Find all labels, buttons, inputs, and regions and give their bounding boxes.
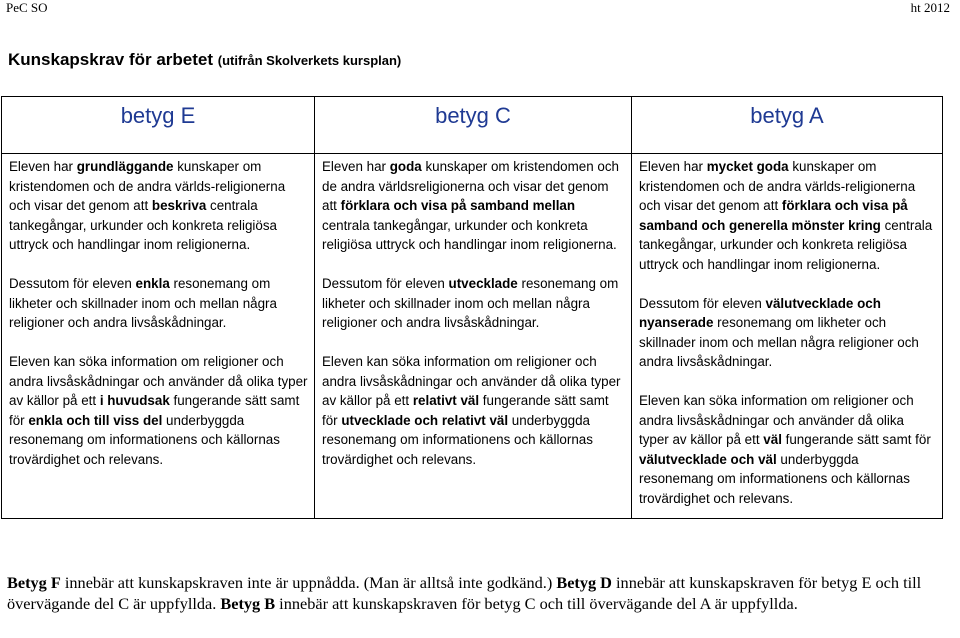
bold-text: Betyg B xyxy=(220,594,276,613)
bold-text: beskriva xyxy=(151,198,207,213)
criteria-paragraph xyxy=(9,352,308,469)
text-run: resonemang om likheter och skillnader inom och mellan några religioner och andra livsåskådningar. xyxy=(322,276,619,330)
grade-c-heading: betyg C xyxy=(435,103,511,128)
text-run: Eleven kan söka information om religioner och andra livsåskådningar och använder då olika typer av källor på ett xyxy=(9,354,308,408)
text-run: fungerande sätt samt för xyxy=(322,393,609,428)
text-run: fungerande sätt samt för xyxy=(781,432,931,447)
text-run: centrala tankegångar, urkunder och konkreta religiösa uttryck och handlingar inom religionerna. xyxy=(639,217,933,272)
bold-text: mycket goda xyxy=(706,159,789,174)
grade-a-cell xyxy=(632,97,943,154)
bold-text: i huvudsak xyxy=(99,393,170,408)
bold-text: utvecklade och relativt väl xyxy=(341,412,509,428)
header-left-text: PeC SO xyxy=(6,0,48,15)
criteria-a-text xyxy=(632,154,942,518)
bold-text: Betyg D xyxy=(556,573,612,592)
text-run: kunskaper om kristendomen och de andra världs-religionerna och visar det genom att xyxy=(639,159,916,213)
page-header xyxy=(0,0,960,14)
grade-c-cell xyxy=(315,97,632,154)
criteria-paragraph xyxy=(639,294,936,372)
criteria-c-text xyxy=(315,154,631,479)
criteria-paragraph xyxy=(322,352,625,469)
text-run: Eleven har xyxy=(9,159,77,174)
text-run: innebär att kunskapskraven för betyg C och till övervägande del A är uppfyllda. xyxy=(275,594,798,613)
text-run: resonemang om likheter och skillnader inom och mellan några religioner och andra livsåskådningar. xyxy=(639,315,919,369)
grade-header-row xyxy=(2,97,943,154)
criteria-paragraph xyxy=(322,274,625,333)
text-run: resonemang om likheter och skillnader inom och mellan några religioner och andra livsåskådningar. xyxy=(9,276,277,330)
text-run: Eleven kan söka information om religioner och andra livsåskådningar och använder då olika typer av källor på ett xyxy=(639,393,914,447)
header-right-text: ht 2012 xyxy=(910,0,950,15)
text-run: underbyggda resonemang om informationens och källornas trovärdighet och relevans. xyxy=(9,412,280,467)
bold-text: väl xyxy=(763,432,782,447)
grading-table xyxy=(1,96,943,519)
text-run: kunskaper om kristendomen och de andra världsreligionerna och visar det genom att xyxy=(322,159,619,213)
text-run: innebär att kunskapskraven inte är uppnådda. (Man är alltså inte godkänd.) xyxy=(60,573,557,592)
bold-text: enkla xyxy=(135,276,170,291)
page-title xyxy=(8,50,401,70)
bold-text: relativt väl xyxy=(412,393,480,408)
criteria-paragraph xyxy=(9,274,308,333)
criteria-paragraph xyxy=(322,157,625,255)
bold-text: förklara och visa på samband och generella mönster kring xyxy=(639,198,908,233)
criteria-row xyxy=(2,154,943,519)
text-run: centrala tankegångar, urkunder och konkreta religiösa uttryck och handlingar inom religionerna. xyxy=(322,217,617,252)
text-run: Dessutom för eleven xyxy=(322,276,449,291)
bold-text: enkla och till viss del xyxy=(28,412,163,428)
footer-note xyxy=(7,572,957,614)
text-run: innebär att kunskapskraven för betyg E och till övervägande del C är uppfyllda. xyxy=(7,573,922,613)
bold-text: välutvecklade och nyanserade xyxy=(639,295,881,330)
bold-text: Betyg F xyxy=(7,573,61,592)
text-run: Eleven kan söka information om religioner och andra livsåskådningar och använder då olika typer av källor på ett xyxy=(322,354,621,408)
bold-text: förklara och visa på samband mellan xyxy=(340,198,576,213)
title-subtitle: (utifrån Skolverkets kursplan) xyxy=(217,53,402,68)
text-run: Dessutom för eleven xyxy=(9,276,136,291)
bold-text: välutvecklade och väl xyxy=(639,451,777,467)
text-run: underbyggda resonemang om informationens och källornas trovärdighet och relevans. xyxy=(322,412,593,467)
bold-text: goda xyxy=(389,159,422,174)
grade-e-heading: betyg E xyxy=(120,103,196,128)
text-run: Eleven har xyxy=(639,159,707,174)
criteria-a-cell xyxy=(632,154,943,519)
criteria-paragraph xyxy=(639,391,936,508)
criteria-e-cell xyxy=(2,154,315,519)
bold-text: utvecklade xyxy=(448,276,518,291)
text-run: underbyggda resonemang om informationens och källornas trovärdighet och relevans. xyxy=(639,451,910,506)
grade-a-heading: betyg A xyxy=(750,103,824,128)
criteria-paragraph xyxy=(9,157,308,255)
criteria-c-cell xyxy=(315,154,632,519)
text-run: kunskaper om kristendomen och de andra världs-religionerna och visar det genom att xyxy=(9,159,286,213)
criteria-e-text xyxy=(2,154,314,479)
criteria-paragraph xyxy=(639,157,936,274)
text-run: centrala tankegångar, urkunder och konkreta religiösa uttryck och handlingar inom religionerna. xyxy=(9,198,277,252)
bold-text: grundläggande xyxy=(76,159,174,174)
text-run: Dessutom för eleven xyxy=(639,295,766,311)
title-main: Kunskapskrav för arbetet xyxy=(8,50,214,69)
text-run: Eleven har xyxy=(322,159,390,174)
text-run: fungerande sätt samt för xyxy=(9,393,300,428)
grade-e-cell xyxy=(2,97,315,154)
